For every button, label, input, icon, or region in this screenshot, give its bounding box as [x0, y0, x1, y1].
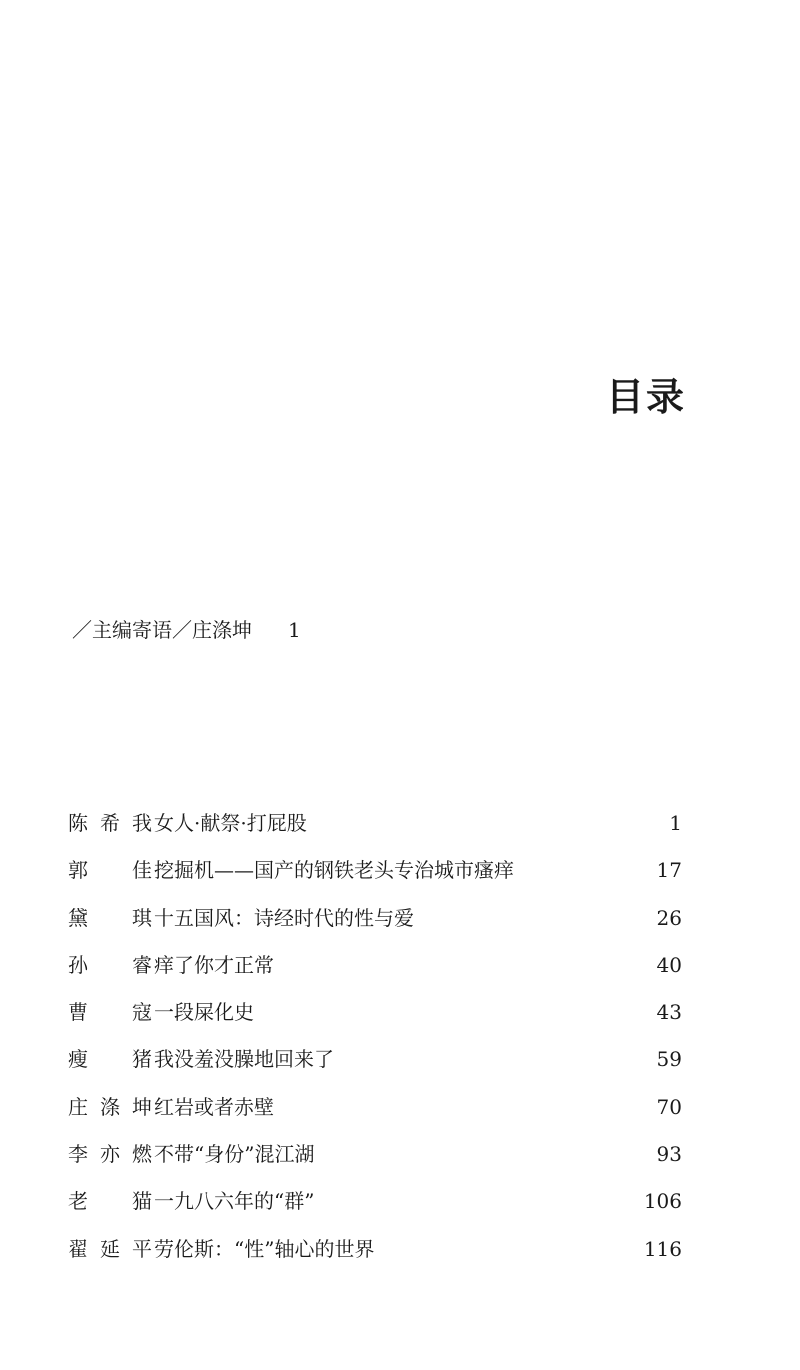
toc-entry: [68, 903, 682, 950]
toc-author: 黛 琪: [68, 905, 152, 930]
preface-entry: [72, 620, 301, 640]
toc-page-number: 43: [656, 1000, 682, 1025]
toc-entry: [68, 1092, 682, 1139]
toc-entry: [68, 1234, 682, 1281]
toc-author: 翟延平: [68, 1236, 152, 1261]
toc-page-number: 17: [656, 858, 682, 883]
toc-page-number: 93: [656, 1142, 682, 1167]
toc-author: 郭 佳: [68, 858, 152, 883]
toc-entry: [68, 808, 682, 855]
toc-entry: [68, 1139, 682, 1186]
toc-author: 老 猫: [68, 1189, 152, 1214]
toc-page-number: 59: [656, 1047, 682, 1072]
toc-page-number: 40: [656, 952, 682, 977]
toc-author: 李亦燃: [68, 1142, 152, 1167]
toc-title: 十五国风：诗经时代的性与爱: [154, 905, 414, 930]
toc-author: 曹 寇: [68, 1000, 152, 1025]
toc-entry: [68, 1044, 682, 1091]
toc-entry: [68, 950, 682, 997]
toc-author: 庄涤坤: [68, 1094, 152, 1119]
toc-title: 女人·献祭·打屁股: [154, 811, 307, 835]
toc-page-number: 70: [656, 1094, 682, 1119]
toc-author: 陈希我: [68, 811, 152, 835]
toc-title: 一段屎化史: [154, 1000, 254, 1025]
toc-entry: [68, 855, 682, 902]
toc-page-number: 1: [669, 811, 682, 835]
toc-title: 痒了你才正常: [154, 952, 274, 977]
toc-title: 劳伦斯：“性”轴心的世界: [154, 1236, 375, 1261]
toc-page-number: 116: [643, 1236, 682, 1261]
toc-author: 瘦 猪: [68, 1047, 152, 1072]
toc-page-number: 26: [656, 905, 682, 930]
toc-title: 我没羞没臊地回来了: [154, 1047, 334, 1072]
toc-page-number: 106: [643, 1189, 682, 1214]
toc-title: 挖掘机——国产的钢铁老头专治城市瘙痒: [154, 858, 514, 883]
toc-title: 一九八六年的“群”: [154, 1189, 315, 1214]
toc-title: 不带“身份”混江湖: [154, 1142, 315, 1167]
toc-author: 孙 睿: [68, 952, 152, 977]
toc-entry: [68, 997, 682, 1044]
page-title: 目录: [606, 374, 687, 419]
table-of-contents: [68, 808, 682, 1281]
preface-label: ／主编寄语／庄涤坤: [72, 618, 252, 642]
toc-title: 红岩或者赤壁: [154, 1094, 274, 1119]
preface-page-number: 1: [288, 618, 301, 642]
toc-entry: [68, 1186, 682, 1233]
